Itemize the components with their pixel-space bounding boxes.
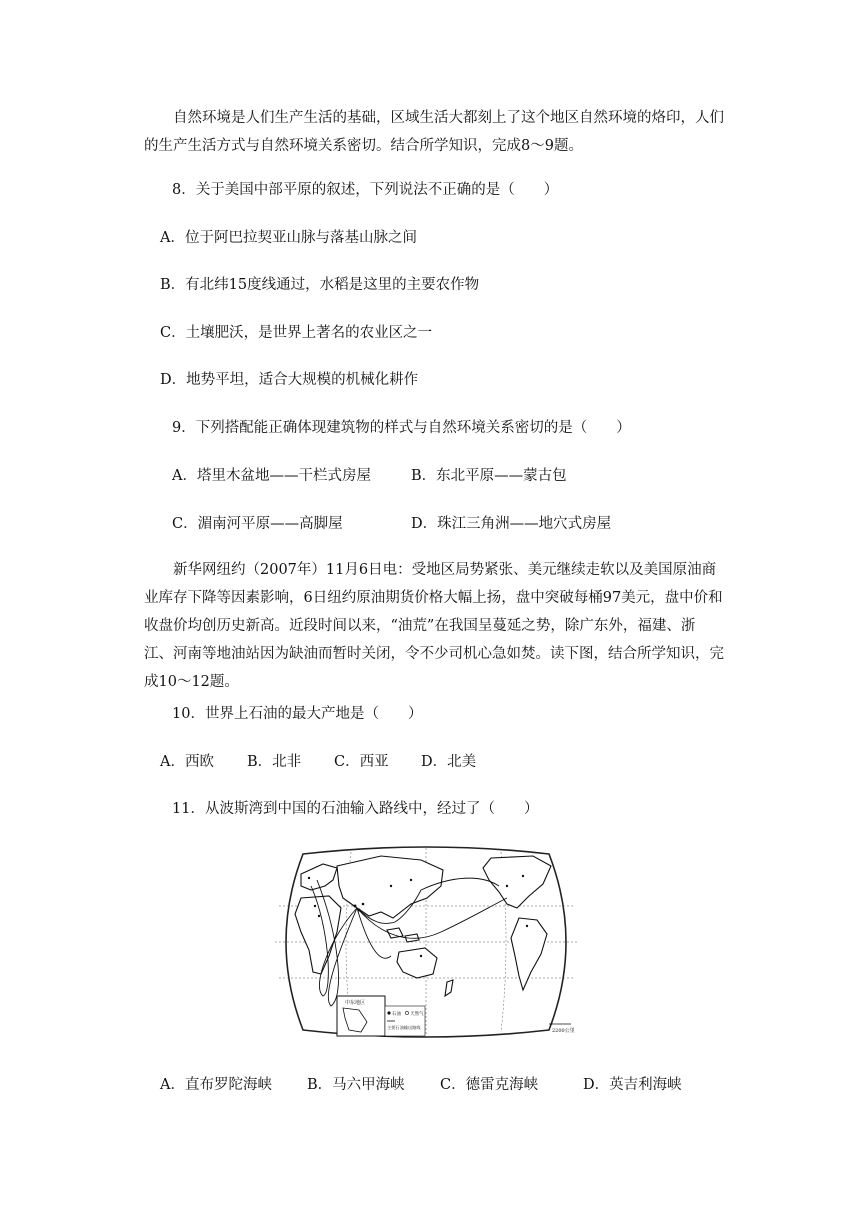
question-8-option-b: B．有北纬15度线通过，水稻是这里的主要农作物 bbox=[160, 277, 480, 293]
question-10-option-c: C．西亚 bbox=[334, 754, 389, 770]
question-11-option-d: D．英吉利海峡 bbox=[583, 1077, 682, 1093]
question-10-option-a: A．西欧 bbox=[160, 754, 214, 770]
question-9-option-b: B．东北平原——蒙古包 bbox=[411, 468, 567, 484]
question-10-option-b: B．北非 bbox=[247, 754, 302, 770]
world-oil-routes-map bbox=[271, 846, 581, 1038]
question-10-stem: 10．世界上石油的最大产地是（ ） bbox=[172, 706, 423, 722]
intro-paragraph-2: 新华网纽约（2007年）11月6日电：受地区局势紧张、美元继续走软以及美国原油商业库存下降等因素影响，6日纽约原油期货价格大幅上扬，盘中突破每桶97美元，盘中价和收盘价均创历史新高。近段时间以来，“油荒”在我国呈蔓延之势，除广东外，福建、浙江、河南等地油站因为缺油而暂时关闭，令不少司机心急如焚。读下图，结合所学知识，完成10～12题。 bbox=[144, 562, 724, 690]
question-8-option-a: A．位于阿巴拉契亚山脉与落基山脉之间 bbox=[160, 230, 417, 246]
question-8-stem: 8．关于美国中部平原的叙述，下列说法不正确的是（ ） bbox=[172, 182, 559, 198]
legend-oil-symbol bbox=[387, 1011, 390, 1014]
legend-gas-label: 天然气 bbox=[410, 1012, 424, 1017]
question-11-option-c: C．德雷克海峡 bbox=[440, 1077, 539, 1093]
question-8-option-d: D．地势平坦，适合大规模的机械化耕作 bbox=[160, 372, 419, 388]
legend-route-label: 主要石油输出路线 bbox=[387, 1025, 421, 1030]
question-9-option-c: C．湄南河平原——高脚屋 bbox=[172, 516, 343, 532]
question-10-option-d: D．北美 bbox=[421, 754, 477, 770]
question-9-option-a: A．塔里木盆地——干栏式房屋 bbox=[172, 468, 371, 484]
legend-oil-label: 石油 bbox=[392, 1012, 401, 1017]
inset-title: 中东地区 bbox=[345, 1000, 366, 1006]
scale-label: 2200公里 bbox=[552, 1028, 575, 1034]
intro-paragraph-1: 自然环境是人们生产生活的基础，区域生活大都刻上了这个地区自然环境的烙印，人们的生产生活方式与自然环境关系密切。结合所学知识，完成8～9题。 bbox=[144, 110, 724, 154]
question-11-option-a: A．直布罗陀海峡 bbox=[160, 1077, 272, 1093]
question-11-stem: 11．从波斯湾到中国的石油输入路线中，经过了（ ） bbox=[172, 801, 539, 817]
question-9-option-d: D．珠江三角洲——地穴式房屋 bbox=[411, 516, 612, 532]
question-8-option-c: C．土壤肥沃，是世界上著名的农业区之一 bbox=[160, 325, 433, 341]
question-11-option-b: B．马六甲海峡 bbox=[307, 1077, 405, 1093]
question-9-stem: 9．下列搭配能正确体现建筑物的样式与自然环境关系密切的是（ ） bbox=[172, 420, 631, 436]
